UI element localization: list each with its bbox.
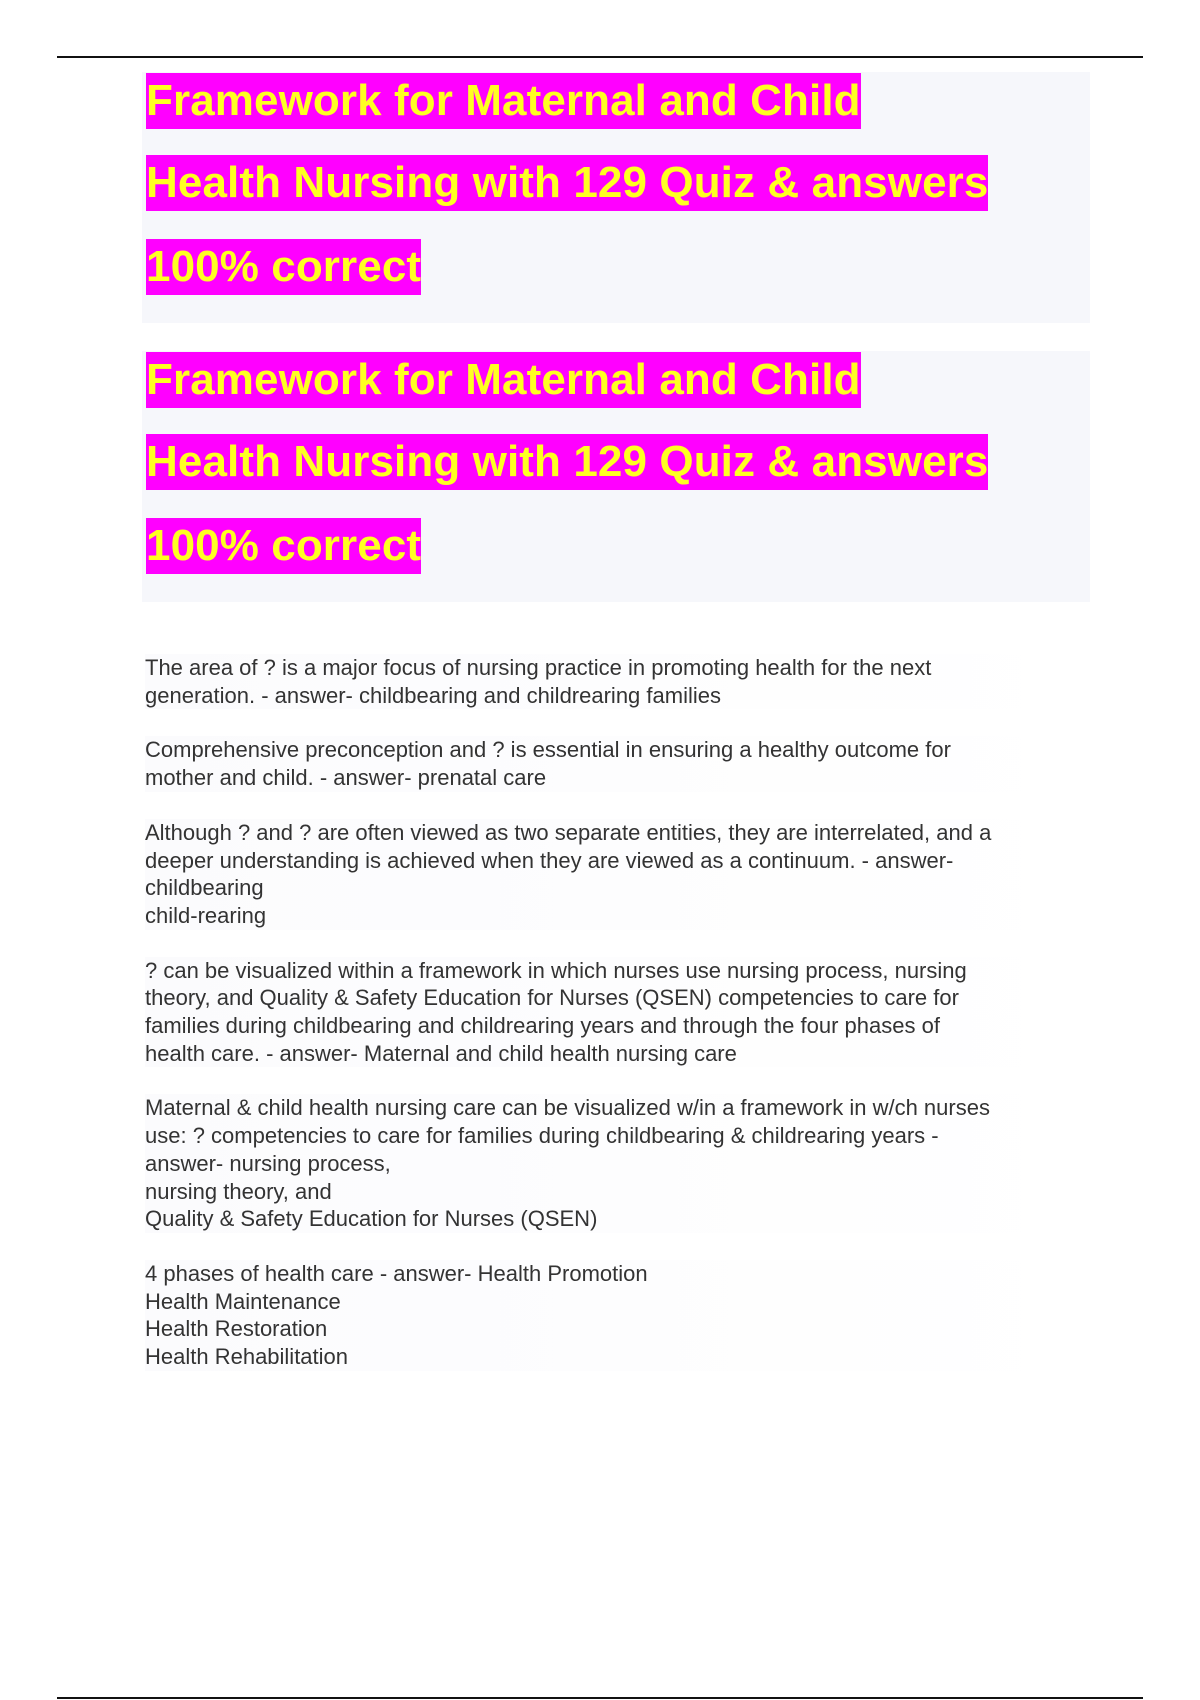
title-line-3: 100% correct xyxy=(146,239,421,295)
qa-item: Maternal & child health nursing care can be visualized w/in a framework in w/ch nurses use: ? competencies to care for families during childbearing & childrearing years - answer- nursing process, nursing theory, and Quality & Safety Education for Nurses (QSEN) xyxy=(145,1094,1085,1233)
qa-item: Comprehensive preconception and ? is essential in ensuring a healthy outcome for mother and child. - answer- prenatal care xyxy=(145,736,1085,791)
qa-item: The area of ? is a major focus of nursing practice in promoting health for the next generation. - answer- childbearing and childrearing families xyxy=(145,654,1085,709)
title-block-2 xyxy=(142,351,1090,602)
title-line-2: Health Nursing with 129 Quiz & answers xyxy=(146,434,988,490)
title-line-1: Framework for Maternal and Child xyxy=(146,73,861,129)
title-line-3: 100% correct xyxy=(146,518,421,574)
qa-item: 4 phases of health care - answer- Health Promotion Health Maintenance Health Restoration Health Rehabilitation xyxy=(145,1260,1085,1371)
qa-item: Although ? and ? are often viewed as two separate entities, they are interrelated, and a deeper understanding is achieved when they are viewed as a continuum. - answer- childbearing child-rearing xyxy=(145,819,1085,930)
title-line-1: Framework for Maternal and Child xyxy=(146,352,861,408)
title-block-1 xyxy=(142,72,1090,323)
bottom-rule xyxy=(57,1697,1143,1699)
qa-item: ? can be visualized within a framework in which nurses use nursing process, nursing theory, and Quality & Safety Education for Nurses (QSEN) competencies to care for families during childbearing and childrearing years and through the four phases of health care. - answer- Maternal and child health nursing care xyxy=(145,957,1085,1068)
title-line-2: Health Nursing with 129 Quiz & answers xyxy=(146,155,988,211)
top-rule xyxy=(57,56,1143,58)
qa-list xyxy=(145,654,1085,1371)
